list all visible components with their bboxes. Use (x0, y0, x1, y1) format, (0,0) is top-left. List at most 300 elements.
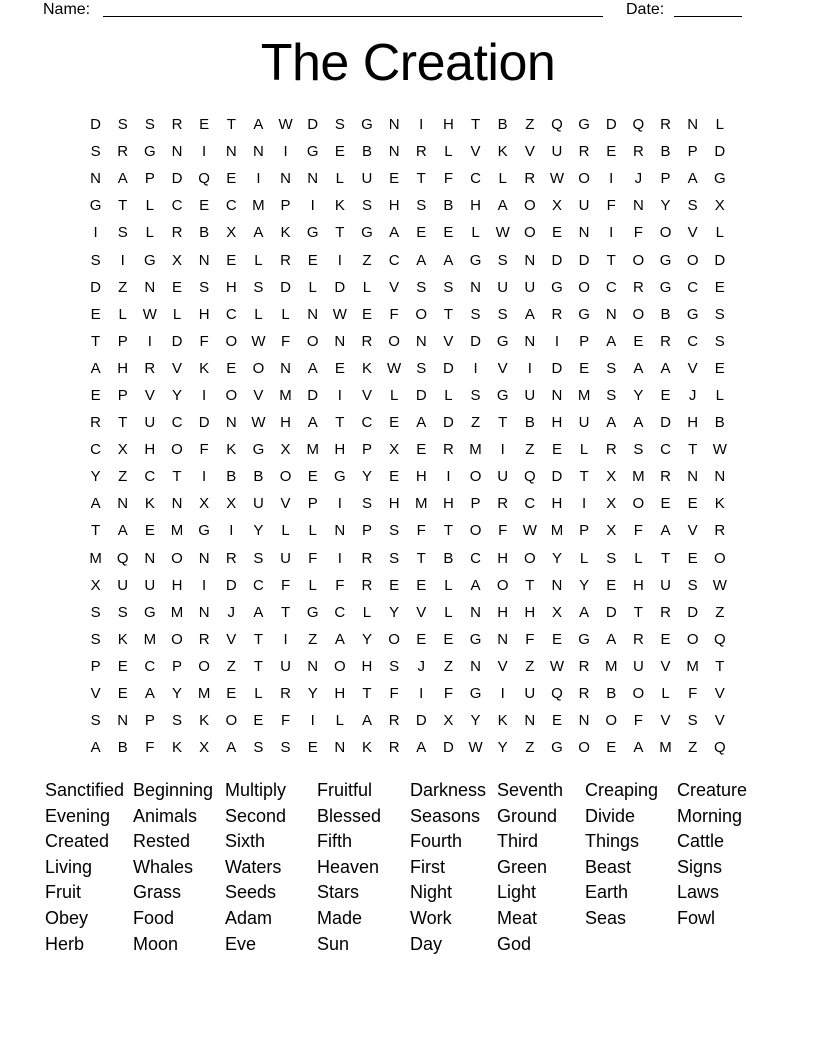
grid-letter: U (144, 414, 156, 432)
grid-letter: D (171, 170, 183, 188)
grid-letter: R (660, 332, 671, 350)
grid-letter: S (443, 278, 454, 296)
word-item: First (410, 856, 445, 877)
grid-letter: B (660, 143, 671, 161)
word-item: Morning (677, 805, 743, 826)
grid-letter: P (117, 386, 128, 404)
grid-letter: Q (551, 685, 563, 703)
grid-letter: Z (362, 251, 372, 269)
grid-letter: A (660, 359, 671, 377)
grid-letter: L (444, 386, 453, 404)
grid-letter: C (524, 495, 536, 513)
word-list-column (225, 778, 317, 957)
grid-letter: L (362, 278, 372, 296)
grid-letter: D (307, 386, 319, 404)
grid-letter: W (495, 224, 510, 242)
grid-letter: C (171, 197, 183, 215)
grid-letter: C (225, 197, 237, 215)
grid-letter: R (578, 143, 590, 161)
grid-letter: N (171, 495, 183, 513)
grid-letter: L (335, 712, 344, 730)
grid-letter: I (202, 386, 207, 404)
grid-letter: S (687, 576, 698, 594)
grid-letter: A (443, 251, 454, 269)
grid-letter: B (660, 305, 671, 323)
grid-letter: D (442, 414, 454, 432)
grid-letter: A (606, 630, 617, 648)
grid-letter: T (362, 685, 372, 703)
grid-letter: I (147, 332, 152, 350)
grid-letter: D (687, 603, 699, 621)
grid-letter: Y (470, 712, 481, 730)
grid-letter: I (609, 170, 614, 188)
grid-letter: Y (389, 603, 400, 621)
grid-letter: R (605, 441, 617, 459)
grid-letter: L (308, 576, 317, 594)
grid-letter: G (686, 305, 699, 323)
grid-letter: Z (525, 441, 535, 459)
grid-letter: Z (118, 278, 128, 296)
grid-letter: H (415, 468, 427, 486)
grid-letter: S (253, 739, 264, 757)
grid-letter: D (551, 251, 563, 269)
grid-letter: X (199, 495, 210, 513)
grid-letter: P (361, 522, 372, 540)
grid-letter: V (470, 143, 481, 161)
grid-letter: S (361, 495, 372, 513)
word-item: Day (410, 933, 443, 954)
grid-letter: N (307, 657, 319, 675)
grid-letter: H (632, 576, 644, 594)
word-item: Fowl (677, 907, 716, 928)
grid-letter: D (578, 251, 590, 269)
grid-letter: N (334, 332, 346, 350)
grid-letter: A (660, 522, 671, 540)
grid-letter: Z (443, 657, 453, 675)
grid-letter: E (389, 170, 400, 188)
grid-letter: D (442, 359, 454, 377)
grid-letter: N (171, 143, 183, 161)
grid-letter: Y (171, 685, 182, 703)
grid-letter: Z (525, 739, 535, 757)
grid-letter: O (523, 197, 536, 215)
grid-letter: O (225, 386, 238, 404)
grid-letter: W (522, 522, 537, 540)
grid-letter: V (361, 386, 372, 404)
grid-letter: N (388, 116, 400, 134)
grid-letter: R (415, 143, 427, 161)
grid-letter: R (660, 468, 671, 486)
grid-letter: M (659, 739, 672, 757)
word-item: Work (410, 907, 452, 928)
grid-letter: N (714, 468, 726, 486)
grid-letter: I (446, 468, 451, 486)
grid-letter: N (497, 630, 509, 648)
grid-letter: S (90, 603, 101, 621)
grid-letter: K (144, 495, 155, 513)
grid-letter: I (229, 522, 234, 540)
grid-letter: G (469, 685, 482, 703)
word-item: Sanctified (45, 780, 125, 800)
grid-letter: F (633, 712, 643, 730)
grid-letter: F (416, 522, 426, 540)
grid-letter: A (226, 739, 237, 757)
word-item: God (497, 933, 532, 954)
word-item: Creature (677, 780, 748, 800)
grid-letter: X (606, 495, 617, 513)
grid-letter: E (361, 305, 372, 323)
grid-letter: F (389, 685, 399, 703)
grid-letter: S (253, 549, 264, 567)
name-blank-line (103, 16, 603, 17)
word-list (45, 778, 749, 957)
grid-letter: F (688, 685, 698, 703)
grid-letter: I (256, 170, 261, 188)
grid-letter: O (171, 549, 183, 567)
word-list-column (410, 778, 497, 957)
grid-letter: B (226, 468, 237, 486)
grid-letter: G (496, 386, 509, 404)
grid-letter: R (388, 712, 400, 730)
grid-letter: E (226, 359, 237, 377)
grid-letter: N (225, 143, 237, 161)
grid-letter: R (361, 549, 373, 567)
grid-letter: N (578, 224, 590, 242)
grid-letter: D (415, 712, 427, 730)
word-item: Seasons (410, 805, 481, 826)
grid-letter: I (337, 386, 342, 404)
grid-letter: R (361, 332, 373, 350)
grid-letter: W (142, 305, 157, 323)
grid-letter: R (388, 739, 400, 757)
grid-letter: H (497, 549, 509, 567)
grid-letter: W (278, 116, 293, 134)
grid-letter: P (90, 657, 101, 675)
grid-letter: T (416, 170, 426, 188)
grid-letter: O (469, 522, 482, 540)
grid-letter: V (144, 386, 155, 404)
grid-letter: R (90, 414, 101, 432)
grid-letter: Z (525, 116, 535, 134)
grid-letter: O (578, 170, 590, 188)
grid-letter: R (361, 576, 373, 594)
grid-letter: C (171, 414, 183, 432)
grid-letter: X (117, 441, 128, 459)
grid-letter: O (659, 224, 672, 242)
grid-letter: D (551, 359, 563, 377)
word-item: Fruit (45, 882, 81, 903)
grid-letter: E (307, 468, 318, 486)
page-title: The Creation (260, 34, 556, 92)
grid-letter: Z (308, 630, 318, 648)
word-item: Seeds (225, 882, 277, 903)
grid-letter: E (606, 143, 617, 161)
grid-letter: O (632, 685, 645, 703)
grid-letter: W (251, 414, 266, 432)
grid-letter: D (605, 603, 617, 621)
grid-letter: S (280, 739, 291, 757)
grid-letter: T (660, 549, 671, 567)
grid-letter: T (335, 224, 345, 242)
grid-letter: L (362, 603, 372, 621)
grid-letter: C (252, 576, 264, 594)
grid-letter: T (579, 468, 589, 486)
grid-letter: N (307, 305, 319, 323)
grid-letter: I (582, 495, 587, 513)
grid-letter: A (253, 116, 264, 134)
grid-letter: A (687, 170, 698, 188)
grid-letter: I (500, 685, 505, 703)
grid-letter: C (388, 251, 400, 269)
grid-letter: L (254, 685, 263, 703)
word-item: Multiply (225, 780, 287, 800)
grid-letter: M (550, 522, 564, 540)
grid-letter: N (524, 251, 536, 269)
grid-letter: W (549, 657, 565, 675)
grid-letter: A (633, 739, 644, 757)
grid-letter: S (687, 712, 698, 730)
grid-letter: V (497, 359, 508, 377)
grid-letter: D (334, 278, 346, 296)
grid-letter: S (633, 441, 644, 459)
grid-letter: C (144, 468, 156, 486)
grid-letter: T (606, 251, 616, 269)
grid-letter: Z (688, 739, 698, 757)
grid-letter: U (632, 657, 644, 675)
grid-letter: X (443, 712, 454, 730)
grid-letter: J (417, 657, 425, 675)
grid-letter: E (389, 468, 400, 486)
grid-letter: T (525, 576, 535, 594)
grid-letter: B (606, 685, 617, 703)
letter-grid (82, 111, 733, 761)
grid-letter: X (199, 739, 210, 757)
grid-letter: Y (660, 197, 671, 215)
grid-letter: E (551, 712, 562, 730)
grid-letter: V (687, 224, 698, 242)
grid-letter: V (714, 712, 725, 730)
grid-letter: H (144, 441, 156, 459)
word-item: Blessed (317, 805, 382, 826)
grid-letter: X (714, 197, 725, 215)
grid-letter: N (687, 468, 699, 486)
grid-letter: P (579, 332, 590, 350)
grid-letter: N (117, 495, 129, 513)
grid-letter: L (308, 278, 317, 296)
grid-letter: M (306, 441, 319, 459)
grid-letter: K (226, 441, 237, 459)
grid-letter: E (334, 143, 345, 161)
grid-letter: D (90, 116, 101, 134)
grid-letter: C (225, 305, 237, 323)
grid-letter: K (171, 739, 182, 757)
grid-letter: O (686, 630, 699, 648)
grid-letter: N (470, 278, 481, 296)
grid-letter: H (198, 305, 210, 323)
grid-letter: D (280, 278, 291, 296)
grid-letter: G (659, 251, 672, 269)
grid-letter: N (415, 332, 427, 350)
grid-letter: M (604, 657, 618, 675)
grid-letter: U (280, 549, 291, 567)
grid-letter: I (310, 712, 315, 730)
grid-letter: N (551, 576, 563, 594)
grid-letter: H (470, 197, 481, 215)
grid-letter: T (280, 603, 291, 621)
grid-letter: O (686, 251, 699, 269)
grid-letter: S (389, 657, 400, 675)
word-item: Eve (225, 933, 257, 954)
grid-letter: O (225, 332, 238, 350)
grid-letter: L (335, 170, 344, 188)
word-item: Cattle (677, 831, 725, 852)
grid-letter: S (90, 143, 101, 161)
grid-letter: M (686, 657, 699, 675)
word-list-column (317, 778, 410, 957)
grid-letter: N (144, 278, 156, 296)
grid-letter: S (171, 712, 182, 730)
grid-letter: L (145, 224, 155, 242)
grid-letter: H (524, 603, 536, 621)
grid-letter: X (551, 197, 562, 215)
grid-letter: G (144, 143, 156, 161)
grid-letter: W (468, 739, 483, 757)
grid-letter: K (334, 197, 345, 215)
grid-letter: Y (361, 468, 372, 486)
grid-letter: O (496, 576, 509, 594)
grid-letter: E (117, 685, 128, 703)
grid-letter: K (280, 224, 291, 242)
grid-letter: R (198, 630, 210, 648)
grid-letter: U (361, 170, 373, 188)
grid-letter: O (415, 305, 428, 323)
grid-letter: F (308, 549, 318, 567)
grid-letter: I (419, 116, 424, 134)
grid-letter: O (632, 495, 645, 513)
word-item: Food (133, 907, 175, 928)
grid-letter: L (634, 549, 643, 567)
grid-letter: D (90, 278, 101, 296)
grid-letter: F (280, 576, 291, 594)
grid-letter: O (578, 739, 590, 757)
grid-letter: E (551, 630, 562, 648)
grid-letter: F (633, 522, 643, 540)
grid-letter: A (389, 224, 400, 242)
grid-letter: X (90, 576, 101, 594)
grid-letter: U (551, 143, 563, 161)
grid-letter: K (361, 739, 372, 757)
grid-letter: E (90, 386, 101, 404)
grid-letter: O (279, 468, 292, 486)
grid-letter: N (90, 170, 101, 188)
grid-letter: E (416, 441, 427, 459)
grid-letter: F (145, 739, 155, 757)
grid-letter: L (715, 386, 724, 404)
grid-letter: K (199, 359, 210, 377)
grid-letter: M (415, 495, 428, 513)
grid-letter: E (307, 739, 318, 757)
grid-letter: P (144, 712, 155, 730)
grid-letter: F (525, 630, 535, 648)
grid-letter: V (497, 657, 508, 675)
grid-letter: L (444, 603, 453, 621)
grid-letter: E (443, 224, 454, 242)
grid-letter: R (225, 549, 237, 567)
grid-letter: E (253, 712, 264, 730)
date-label: Date: (626, 1, 665, 18)
grid-letter: T (172, 468, 182, 486)
grid-letter: A (90, 739, 101, 757)
grid-letter: R (551, 305, 563, 323)
grid-letter: M (469, 441, 482, 459)
grid-letter: Y (307, 685, 318, 703)
grid-letter: P (660, 170, 671, 188)
grid-letter: D (660, 414, 671, 432)
grid-letter: E (117, 657, 128, 675)
grid-letter: E (416, 576, 427, 594)
grid-letter: G (578, 305, 590, 323)
grid-letter: M (143, 630, 157, 648)
grid-letter: N (470, 657, 481, 675)
grid-letter: T (416, 549, 426, 567)
grid-letter: S (90, 251, 101, 269)
grid-letter: G (306, 603, 319, 621)
grid-letter: I (419, 685, 424, 703)
grid-letter: X (389, 441, 400, 459)
grid-letter: V (416, 603, 427, 621)
grid-letter: V (90, 685, 101, 703)
grid-letter: Q (523, 468, 536, 486)
word-item: Beginning (133, 780, 214, 800)
word-item: Creaping (585, 780, 659, 800)
grid-letter: H (442, 116, 454, 134)
grid-letter: F (335, 576, 345, 594)
grid-letter: G (578, 630, 590, 648)
grid-letter: K (497, 712, 508, 730)
grid-letter: I (202, 468, 207, 486)
grid-letter: S (144, 116, 155, 134)
grid-letter: U (497, 278, 509, 296)
grid-letter: D (225, 576, 237, 594)
grid-letter: N (388, 143, 400, 161)
grid-letter: O (632, 305, 645, 323)
grid-letter: P (687, 143, 698, 161)
grid-letter: G (306, 224, 319, 242)
grid-letter: C (660, 441, 671, 459)
grid-letter: Y (633, 386, 644, 404)
grid-letter: F (280, 332, 291, 350)
word-item: Seventh (497, 780, 564, 800)
grid-letter: N (198, 603, 210, 621)
word-item: Meat (497, 907, 538, 928)
grid-letter: O (306, 332, 319, 350)
grid-letter: N (334, 522, 346, 540)
word-item: Things (585, 831, 640, 852)
grid-letter: G (551, 278, 563, 296)
grid-letter: T (226, 116, 236, 134)
grid-letter: M (252, 197, 265, 215)
grid-letter: E (714, 359, 725, 377)
grid-letter: I (93, 224, 98, 242)
grid-letter: L (579, 549, 589, 567)
grid-letter: D (171, 332, 183, 350)
grid-letter: H (388, 197, 400, 215)
grid-letter: N (280, 170, 291, 188)
grid-letter: R (578, 685, 590, 703)
grid-letter: H (225, 278, 237, 296)
grid-letter: Z (525, 657, 535, 675)
grid-letter: L (254, 305, 263, 323)
